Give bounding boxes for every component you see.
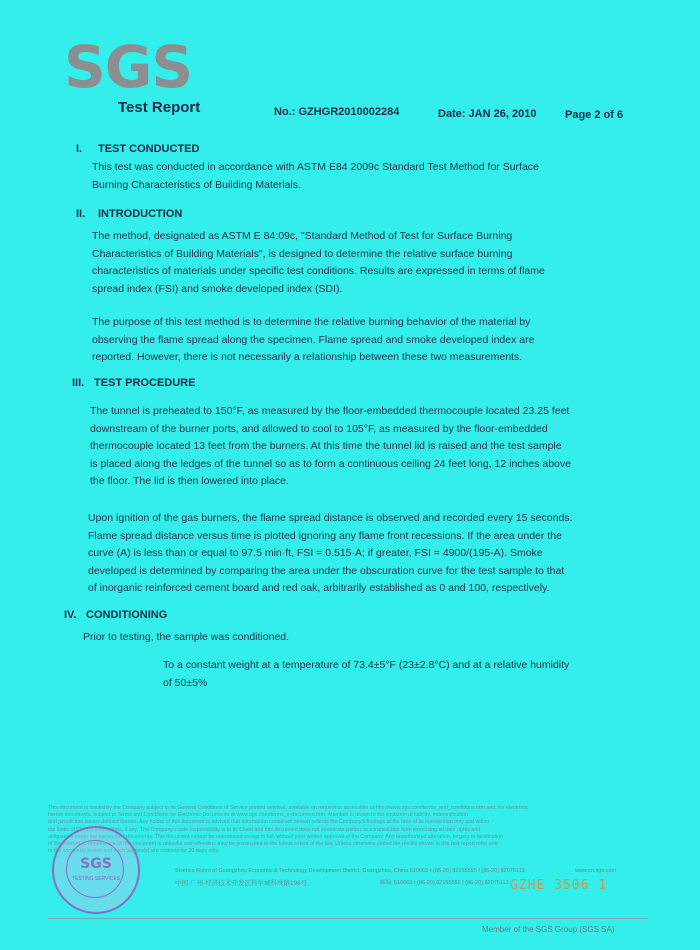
- text-line: the floor. The lid is then lowered into place.: [90, 475, 289, 487]
- section-number: III.: [72, 377, 85, 389]
- section-heading: [72, 377, 195, 389]
- sgs-seal-stamp: [52, 826, 140, 914]
- text-line: Characteristics of Building Materials", is designed to determine the relative surface burning: [92, 247, 513, 260]
- text-line: observing the flame spread along the specimen. Flame spread and smoke developed index are: [92, 333, 535, 346]
- address-chinese: 中国·广州·经济技术开发区科学城科珠路198号: [175, 880, 308, 887]
- report-number: No.: GZHGR2010002284: [274, 106, 400, 118]
- report-date: Date: JAN 26, 2010: [438, 108, 537, 120]
- text-line: thermocouple located 13 feet from the burners. At this time the tunnel lid is raised and the test sample: [90, 440, 562, 452]
- phone-line: t (86-20) 82155555 f (86-20) 82075113: [430, 868, 525, 874]
- address-english: Science Room of Guangzhou Economic & Technology Development District, Guangzhou, China 510663: [175, 868, 429, 874]
- disclaimer-line: to the sample(s) tested and such sample(s) are retained for 30 days only.: [48, 848, 220, 855]
- serial-number: GZHE 3506 1: [510, 878, 608, 893]
- text-line: Burning Characteristics of Building Materials.: [92, 178, 301, 191]
- text-line: characteristics of materials under specific test conditions. Results are expressed in terms of flame: [92, 265, 545, 277]
- disclaimer-line: This document is issued by the Company subject to its General Conditions of Service printed overleaf, available on request or accessible at http://www.sgs.com/terms_and_conditions.htm and, for electronic: [48, 805, 529, 811]
- disclaimer-line: of the content or appearance of this document is unlawful and offenders may be prosecuted to the fullest extent of the law. Unless otherwise stated the results shown in this test report refer only: [48, 841, 499, 848]
- paragraph: [83, 629, 289, 647]
- text-line: of inorganic reinforced cement board and red oak, arbitrarily established as 0 and 100, respectively.: [88, 582, 550, 594]
- website: www.cn.sgs.com: [575, 868, 616, 874]
- section-number: I.: [76, 143, 83, 155]
- text-line: developed is determined by comparing the area under the obscuration curve for the test sample to that: [88, 564, 565, 577]
- page-number: Page 2 of 6: [565, 109, 624, 121]
- text-line: This test was conducted in accordance with ASTM E84 2009c Standard Test Method for Surface: [92, 161, 539, 173]
- text-line: The tunnel is preheated to 150°F, as measured by the floor-embedded thermocouple located 23.25 feet: [90, 405, 570, 417]
- paragraph: [88, 510, 572, 598]
- section-title: TEST CONDUCTED: [98, 143, 200, 155]
- text-line: To a constant weight at a temperature of 73.4±5°F (23±2.8°C) and at a relative humidity: [163, 659, 570, 671]
- text-line: The purpose of this test method is to determine the relative burning behavior of the material by: [92, 316, 531, 328]
- text-line: The method, designated as ASTM E 84:09c, "Standard Method of Test for Surface Burning: [92, 230, 513, 242]
- text-line: of 50±5%: [163, 676, 208, 689]
- text-line: Upon ignition of the gas burners, the flame spread distance is observed and recorded every 15 seconds.: [88, 512, 573, 524]
- section-number: IV.: [64, 609, 77, 621]
- report-title: Test Report: [118, 99, 201, 116]
- disclaimer-line: format documents, subject to Terms and Conditions for Electronic Documents at www.sgs.com/terms_e-document.htm. Attention is drawn to the limitation of liability, indemnification: [48, 812, 468, 819]
- section-title: TEST PROCEDURE: [94, 377, 196, 389]
- text-line: spread index (FSI) and smoke developed index (SDI).: [92, 282, 343, 295]
- disclaimer-line: the limits of Client's instructions, if any. The Company's sole responsibility is to its Client and this document does not exonerate parties to a transaction from exercising all their rights and: [48, 826, 481, 833]
- paragraph: [92, 314, 534, 367]
- footer-divider: [48, 918, 648, 919]
- disclaimer-line: and jurisdiction issues defined therein. Any holder of this document is advised that information contained hereon reflects the Company's findings at the time of its intervention only and within: [48, 819, 490, 826]
- member-line: Member of the SGS Group (SGS SA): [482, 925, 615, 934]
- sgs-logo: SGS: [64, 33, 193, 101]
- paragraph: [92, 228, 545, 298]
- disclaimer-line: obligations under the transaction documents. This document cannot be reproduced except in full, without prior written approval of the Company. Any unauthorized alteration, forgery or falsification: [48, 833, 504, 840]
- text-line: reported. However, there is not necessarily a relationship between these two measurements.: [92, 351, 523, 363]
- section-heading: [64, 609, 167, 621]
- text-line: Prior to testing, the sample was conditioned.: [83, 631, 290, 643]
- paragraph: [90, 403, 571, 491]
- seal-text: SGS: [80, 856, 112, 872]
- phone-line-cn: 邮编: 510663 t (86-20) 82155555 f (86-20) 82075113: [380, 880, 509, 886]
- text-line: Flame spread distance versus time is plotted ignoring any flame front recessions. If the area under the: [88, 529, 562, 542]
- paragraph: [163, 657, 569, 692]
- section-heading: [76, 208, 182, 220]
- text-line: curve (A) is less than or equal to 97.5 min·ft, FSI = 0.515·A; if greater, FSI = 4900/(195-A). Smoke: [88, 547, 543, 559]
- section-heading: [76, 143, 199, 155]
- seal-subtext: TESTING SERVICES: [71, 876, 121, 882]
- text-line: downstream of the burner ports, and allowed to cool to 105°F, as measured by the floor-embedded: [90, 422, 548, 435]
- section-number: II.: [76, 208, 86, 220]
- paragraph: [92, 159, 539, 194]
- section-title: CONDITIONING: [86, 609, 168, 621]
- section-title: INTRODUCTION: [98, 208, 183, 220]
- text-line: is placed along the ledges of the tunnel so as to form a continuous ceiling 24 feet long, 12 inches above: [90, 457, 571, 470]
